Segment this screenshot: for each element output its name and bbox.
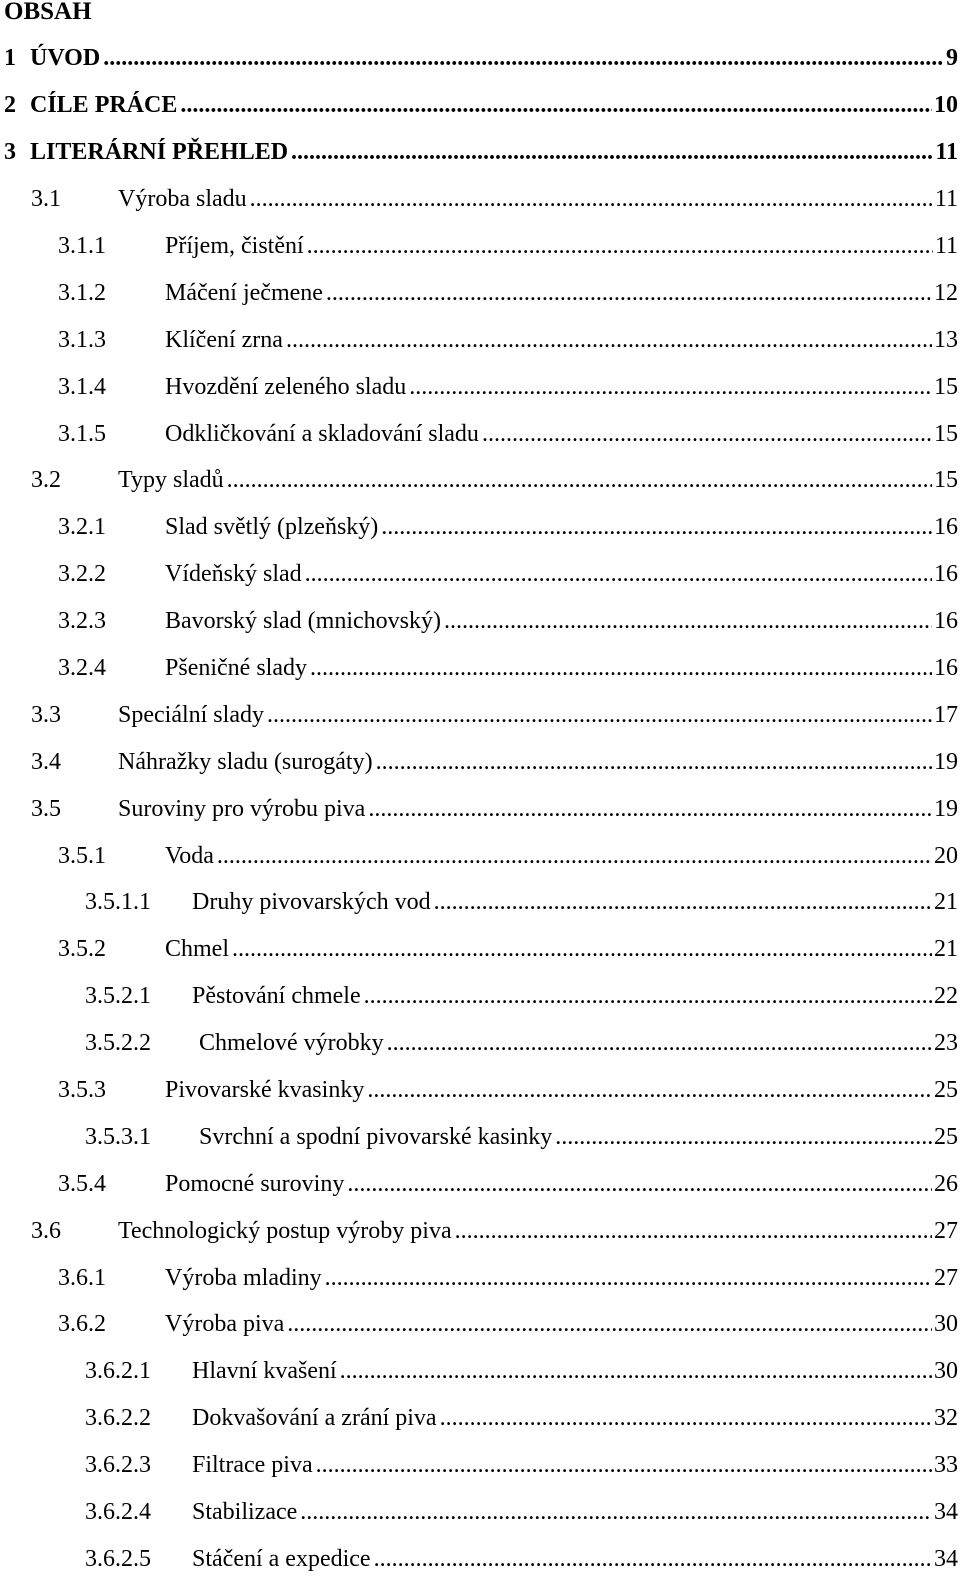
toc-list: [0, 35, 960, 1582]
toc-entry-number: 3.6.2.1: [85, 1356, 151, 1386]
toc-entry-title: Náhražky sladu (surogáty): [118, 747, 373, 777]
toc-entry-title: Vídeňský slad: [165, 559, 302, 589]
toc-entry-title: Máčení ječmene: [165, 278, 323, 308]
toc-entry[interactable]: [0, 1067, 960, 1114]
toc-entry-number: 3.5.1.1: [85, 887, 151, 917]
dot-leader: [444, 606, 932, 636]
toc-entry[interactable]: [0, 645, 960, 692]
dot-leader: [310, 653, 932, 683]
toc-entry-page-number: 12: [934, 278, 958, 308]
toc-entry-number: 3.5.2.2: [85, 1028, 151, 1058]
toc-entry-title: Výroba mladiny: [165, 1263, 322, 1293]
toc-entry-line: [165, 325, 958, 355]
toc-entry-title: CÍLE PRÁCE: [30, 90, 177, 120]
toc-entry-line: [118, 794, 958, 824]
toc-entry-line: [118, 700, 958, 730]
toc-entry[interactable]: [0, 1348, 960, 1395]
toc-entry-title: Hvozdění zeleného sladu: [165, 372, 406, 402]
toc-entry-page-number: 34: [934, 1544, 958, 1574]
toc-entry-number: 3.1.4: [58, 372, 106, 402]
toc-heading: OBSAH: [4, 0, 92, 32]
dot-leader: [307, 231, 933, 261]
toc-entry-page-number: 19: [934, 747, 958, 777]
dot-leader: [326, 278, 932, 308]
toc-entry-number: 3.6.2: [58, 1309, 106, 1339]
toc-entry-title: Speciální slady: [118, 700, 264, 730]
toc-entry-number: 3.4: [31, 747, 61, 777]
toc-entry-line: [192, 1403, 958, 1433]
toc-entry-line: [165, 1169, 958, 1199]
toc-entry[interactable]: [0, 504, 960, 551]
toc-entry-number: 3: [4, 137, 16, 167]
toc-entry-title: Druhy pivovarských vod: [192, 887, 431, 917]
dot-leader: [286, 325, 932, 355]
toc-entry-number: 3.1.5: [58, 419, 106, 449]
toc-entry[interactable]: [0, 82, 960, 129]
toc-entry[interactable]: [0, 457, 960, 504]
toc-entry-title: Dokvašování a zrání piva: [192, 1403, 437, 1433]
dot-leader: [374, 1544, 932, 1574]
dot-leader: [409, 372, 932, 402]
dot-leader: [381, 512, 932, 542]
toc-entry-line: [165, 653, 958, 683]
toc-entry-line: [199, 1122, 958, 1152]
toc-entry-page-number: 16: [934, 559, 958, 589]
dot-leader: [367, 1075, 932, 1105]
toc-entry-number: 3.2.1: [58, 512, 106, 542]
toc-entry-number: 3.1: [31, 184, 61, 214]
toc-entry-page-number: 9: [946, 43, 958, 73]
toc-entry-page-number: 11: [935, 137, 958, 167]
toc-entry-line: [165, 372, 958, 402]
toc-entry-title: Pšeničné slady: [165, 653, 307, 683]
dot-leader: [250, 184, 933, 214]
dot-leader: [103, 43, 944, 73]
toc-entry-title: Technologický postup výroby piva: [118, 1216, 452, 1246]
toc-entry-line: [118, 465, 958, 495]
dot-leader: [376, 747, 932, 777]
toc-entry-title: Typy sladů: [118, 465, 224, 495]
toc-entry-number: 3.3: [31, 700, 61, 730]
toc-entry[interactable]: [0, 35, 960, 82]
dot-leader: [325, 1263, 932, 1293]
toc-entry-line: [118, 1216, 958, 1246]
toc-entry-page-number: 32: [934, 1403, 958, 1433]
toc-entry-page-number: 25: [934, 1075, 958, 1105]
toc-entry-line: [192, 887, 958, 917]
toc-entry-title: Hlavní kvašení: [192, 1356, 337, 1386]
dot-leader: [267, 700, 932, 730]
toc-entry-line: [192, 981, 958, 1011]
toc-entry-page-number: 20: [934, 841, 958, 871]
toc-entry-page-number: 23: [934, 1028, 958, 1058]
dot-leader: [217, 841, 932, 871]
toc-entry[interactable]: [0, 1254, 960, 1301]
toc-entry-page-number: 22: [934, 981, 958, 1011]
dot-leader: [300, 1497, 932, 1527]
dot-leader: [227, 465, 932, 495]
toc-entry-title: Výroba piva: [165, 1309, 284, 1339]
toc-entry[interactable]: [0, 879, 960, 926]
toc-entry-page-number: 30: [934, 1356, 958, 1386]
toc-entry[interactable]: [0, 785, 960, 832]
toc-entry-page-number: 34: [934, 1497, 958, 1527]
toc-entry-number: 3.2: [31, 465, 61, 495]
dot-leader: [232, 934, 932, 964]
toc-entry-page-number: 13: [934, 325, 958, 355]
toc-entry-line: [165, 278, 958, 308]
toc-entry-title: Pěstování chmele: [192, 981, 361, 1011]
dot-leader: [305, 559, 932, 589]
toc-entry-title: Suroviny pro výrobu piva: [118, 794, 365, 824]
toc-entry-line: [30, 137, 958, 167]
toc-entry-title: ÚVOD: [30, 43, 100, 73]
toc-entry[interactable]: [0, 691, 960, 738]
toc-entry-title: Výroba sladu: [118, 184, 247, 214]
toc-entry[interactable]: [0, 129, 960, 176]
toc-entry-title: Příjem, čistění: [165, 231, 304, 261]
toc-entry-title: Pomocné suroviny: [165, 1169, 344, 1199]
dot-leader: [287, 1309, 932, 1339]
toc-entry-page-number: 19: [934, 794, 958, 824]
dot-leader: [340, 1356, 932, 1386]
dot-leader: [455, 1216, 932, 1246]
toc-entry-page-number: 21: [934, 934, 958, 964]
dot-leader: [347, 1169, 932, 1199]
toc-entry[interactable]: [0, 1207, 960, 1254]
dot-leader: [482, 419, 932, 449]
toc-entry[interactable]: [0, 551, 960, 598]
toc-entry-page-number: 21: [934, 887, 958, 917]
toc-entry[interactable]: [0, 926, 960, 973]
toc-entry-title: Chmel: [165, 934, 229, 964]
toc-entry-title: Pivovarské kvasinky: [165, 1075, 364, 1105]
dot-leader: [368, 794, 932, 824]
toc-entry-line: [192, 1450, 958, 1480]
toc-entry-title: Filtrace piva: [192, 1450, 313, 1480]
dot-leader: [364, 981, 932, 1011]
toc-entry-page-number: 25: [934, 1122, 958, 1152]
toc-entry-line: [199, 1028, 958, 1058]
toc-entry[interactable]: [0, 738, 960, 785]
toc-entry-number: 1: [4, 43, 16, 73]
toc-entry-title: Svrchní a spodní pivovarské kasinky: [199, 1122, 552, 1152]
toc-entry-number: 3.6.1: [58, 1263, 106, 1293]
toc-entry-number: 3.5.3: [58, 1075, 106, 1105]
toc-entry[interactable]: [0, 363, 960, 410]
toc-entry-line: [165, 1309, 958, 1339]
toc-entry-number: 3.2.4: [58, 653, 106, 683]
toc-entry-number: 3.5.2: [58, 934, 106, 964]
dot-leader: [440, 1403, 932, 1433]
dot-leader: [387, 1028, 932, 1058]
dot-leader: [180, 90, 932, 120]
toc-entry[interactable]: [0, 1113, 960, 1160]
toc-entry-number: 3.2.2: [58, 559, 106, 589]
toc-entry-page-number: 11: [935, 184, 958, 214]
toc-entry-number: 3.6.2.3: [85, 1450, 151, 1480]
toc-entry[interactable]: [0, 1301, 960, 1348]
toc-entry[interactable]: [0, 269, 960, 316]
toc-entry-line: [165, 231, 958, 261]
toc-entry-number: 3.5.3.1: [85, 1122, 151, 1152]
toc-entry[interactable]: [0, 1536, 960, 1582]
toc-entry[interactable]: [0, 598, 960, 645]
toc-entry-page-number: 11: [935, 231, 958, 261]
toc-entry[interactable]: [0, 176, 960, 223]
toc-entry-page-number: 17: [934, 700, 958, 730]
toc-entry-page-number: 16: [934, 512, 958, 542]
toc-entry-line: [30, 90, 958, 120]
dot-leader: [316, 1450, 932, 1480]
toc-entry-page-number: 15: [934, 465, 958, 495]
toc-entry-page-number: 15: [934, 419, 958, 449]
toc-entry-title: Klíčení zrna: [165, 325, 283, 355]
toc-entry-page-number: 30: [934, 1309, 958, 1339]
toc-entry-page-number: 27: [934, 1263, 958, 1293]
toc-entry[interactable]: [0, 1395, 960, 1442]
toc-entry-line: [192, 1356, 958, 1386]
toc-entry-line: [165, 559, 958, 589]
toc-entry-line: [165, 512, 958, 542]
toc-entry-line: [165, 419, 958, 449]
toc-entry-number: 3.5.1: [58, 841, 106, 871]
toc-entry-number: 3.1.3: [58, 325, 106, 355]
toc-entry-number: 3.6.2.4: [85, 1497, 151, 1527]
toc-entry-title: Stáčení a expedice: [192, 1544, 371, 1574]
toc-entry-number: 3.5.4: [58, 1169, 106, 1199]
toc-entry-page-number: 10: [934, 90, 958, 120]
toc-entry-number: 3.1.1: [58, 231, 106, 261]
toc-entry-number: 3.5.2.1: [85, 981, 151, 1011]
toc-entry-line: [118, 747, 958, 777]
toc-entry-line: [165, 1075, 958, 1105]
toc-entry-page-number: 27: [934, 1216, 958, 1246]
toc-entry-number: 3.1.2: [58, 278, 106, 308]
toc-entry-number: 2: [4, 90, 16, 120]
toc-entry-number: 3.6: [31, 1216, 61, 1246]
toc-entry-title: Chmelové výrobky: [199, 1028, 384, 1058]
toc-entry[interactable]: [0, 1020, 960, 1067]
toc-entry-line: [165, 934, 958, 964]
toc-entry-title: Bavorský slad (mnichovský): [165, 606, 441, 636]
toc-entry-line: [30, 43, 958, 73]
toc-entry-page-number: 16: [934, 606, 958, 636]
toc-entry-line: [118, 184, 958, 214]
toc-entry[interactable]: [0, 973, 960, 1020]
toc-entry-line: [165, 841, 958, 871]
toc-entry-title: LITERÁRNÍ PŘEHLED: [30, 137, 288, 167]
toc-entry-title: Voda: [165, 841, 214, 871]
toc-entry[interactable]: [0, 410, 960, 457]
toc-entry-number: 3.6.2.5: [85, 1544, 151, 1574]
toc-entry-line: [192, 1497, 958, 1527]
dot-leader: [291, 137, 933, 167]
toc-entry[interactable]: [0, 316, 960, 363]
toc-entry-number: 3.2.3: [58, 606, 106, 636]
toc-entry[interactable]: [0, 1160, 960, 1207]
dot-leader: [434, 887, 932, 917]
dot-leader: [555, 1122, 932, 1152]
toc-entry[interactable]: [0, 1442, 960, 1489]
toc-entry-page-number: 16: [934, 653, 958, 683]
toc-entry-title: Odkličkování a skladování sladu: [165, 419, 479, 449]
toc-entry-page-number: 26: [934, 1169, 958, 1199]
toc-entry-line: [165, 1263, 958, 1293]
toc-entry-page-number: 15: [934, 372, 958, 402]
toc-entry-title: Slad světlý (plzeňský): [165, 512, 378, 542]
toc-entry-number: 3.6.2.2: [85, 1403, 151, 1433]
toc-entry-line: [165, 606, 958, 636]
toc-entry[interactable]: [0, 223, 960, 270]
toc-entry-title: Stabilizace: [192, 1497, 297, 1527]
toc-entry[interactable]: [0, 832, 960, 879]
toc-entry-number: 3.5: [31, 794, 61, 824]
toc-entry[interactable]: [0, 1489, 960, 1536]
toc-entry-page-number: 33: [934, 1450, 958, 1480]
toc-entry-line: [192, 1544, 958, 1574]
